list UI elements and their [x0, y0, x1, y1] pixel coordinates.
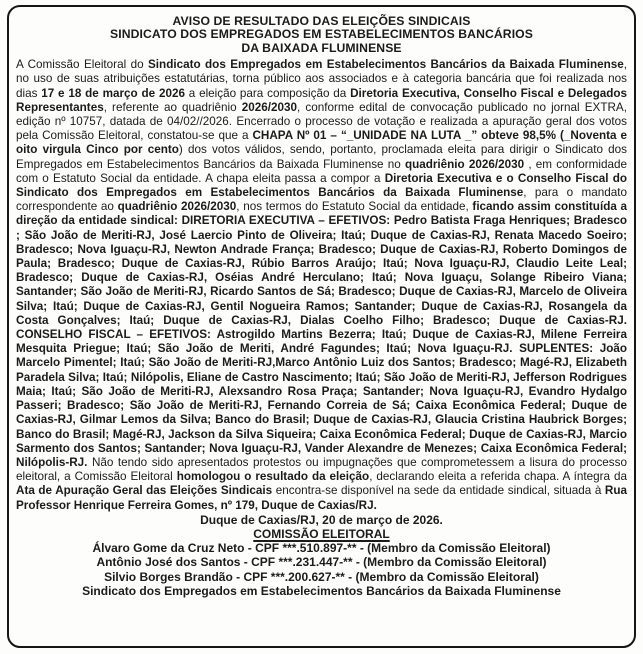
notice-title [16, 15, 627, 55]
commission-heading: COMISSÃO ELEITORAL [253, 526, 390, 541]
body-segment: encontra-se disponível na sede da entidade sindical, situada à [272, 484, 605, 498]
body-segment: Rua Professor Henrique Ferreira Gomes, nº 179, Duque de Caxias/RJ. [16, 484, 628, 512]
body-segment: Sindicato dos Empregados em Estabelecimentos Bancários da Baixada Fluminense [148, 58, 624, 72]
body-segment: quadriênio 2026/2030 [404, 157, 525, 171]
commission-member-1: Álvaro Gome da Cruz Neto - CPF ***.510.897-** - (Membro da Comissão Eleitoral) [92, 541, 551, 556]
body-segment: ficando assim constituída a direção da entidade sindical: DIRETORIA EXECUTIVA – EFETIVOS: Pedro Batista Fraga Henriques; Bradesco ; São João de Meriti-RJ, José Laercio Pinto de Oliveira; Itaú; Duque de Caxias-RJ, Renata Macedo Soeiro; Bradesco; Nova Iguaçu-RJ, Newton Andrade França; Bradesco; Duque de Caxias-RJ, Roberto Domingos de Paula; Bradesco; Duque de Caxias-RJ, Rúbio Barros Araújo; Itaú; Nova Iguaçu-RJ, Claudio Leite Leal; Bradesco; Duque de Caxias-RJ, Oséias André Herculano; Itaú; Nova Iguaçu, Solange Ribeiro Viana; Santander; São João de Meriti-RJ, Ricardo Santos de Sá; Bradesco; Duque de Caxias-RJ, Marcelo de Oliveira Silva; Itaú; Duque de Caxias-RJ, Gentil Nogueira Ramos; Santander; Duque de Caxias-RJ, Rosangela da Costa Gonçalves; Itaú; Duque de Caxias-RJ, Dialas Coelho Filho; Bradesco; Duque de Caxias-RJ. CONSELHO FISCAL – EFETIVOS: Astrogildo Martins Bezerra; Itaú; Duque de Caxias-RJ, Milene Ferreira Mesquita Priegue; Itaú; São João de Meriti, André Fagundes; Itaú; Nova Iguaçu-RJ. SUPLENTES: João Marcelo Pimentel; Itaú; São João de Meriti-RJ,Marco Antônio Luiz dos Santos; Bradesco; Magé-RJ, Elizabeth Paradela Silva; Itaú; Nilópolis, Eliane de Castro Nascimento; Itaú; São João de Meriti-RJ, Jefferson Rodrigues Maia; Itaú; São João de Meriti-RJ, Alexsandro Rosa Praça; Santander; Nova Iguaçu-RJ, Evandro Hydalgo Passeri; Bradesco; São João de Meriti-RJ, Fernando Correia de Sá; Caixa Econômica Federal; Duque de Caxias-RJ, Gilmar Lemos da Silva; Banco do Brasil; Duque de Caxias-RJ, Glaucia Cristina Haubrick Borges; Banco do Brasil; Magé-RJ, Jackson da Silva Siqueira; Caixa Econômica Federal; Duque de Caxias-RJ, Marcio Sarmento dos Santos; Santander; Nova Iguaçu-RJ, Vander Alexandre de Menezes; Caixa Econômica Federal; Nilópolis-RJ. [16, 200, 628, 469]
body-segment: ) dos votos válidos, sendo, portanto, proclamada eleita para dirigir o Sindicato dos Empregados em Estabelecimentos Bancários da Baixada Fluminense no [16, 143, 627, 171]
date-place-line: Duque de Caxias/RJ, 20 de março de 2026. [200, 512, 443, 527]
body-segment: homologou o resultado da eleição [176, 470, 370, 484]
closing-line: Sindicato dos Empregados em Estabelecimentos Bancários da Baixada Fluminense [82, 583, 561, 598]
body-segment: CHAPA Nº 01 – “_UNIDADE NA LUTA _” obteve 98,5% (_Noventa e oito virgula Cinco por cento [16, 129, 627, 157]
body-segment: 17 e 18 de março de 2026 [41, 86, 185, 100]
body-segment: A Comissão Eleitoral do [16, 58, 149, 72]
body-segment: , para o mandato correspondente ao [16, 186, 627, 214]
body-segment: , em conformidade com o Estatuto Social da entidade. A chapa eleita passa a compor a [16, 157, 628, 185]
body-segment: a eleição para composição da [184, 86, 351, 100]
commission-heading-row [16, 527, 627, 541]
body-segment: Diretoria Executiva, Conselho Fiscal e Delegados Representantes [16, 86, 627, 114]
body-segment: Diretoria Executiva e o Conselho Fiscal do Sindicato dos Empregados em Estabelecimentos Bancários da Baixada Fluminense [16, 171, 628, 200]
body-segment: , no uso de suas atribuições estatutárias, torna público aos associados e à categoria bancária que foi realizada nos dias [16, 58, 627, 100]
body-segment: Ata de Apuração Geral das Eleições Sindicais [16, 484, 273, 498]
body-segment: quadriênio 2026/2030 [117, 200, 237, 214]
body-segment: , nos termos do Estatuto Social da entidade, [236, 200, 473, 214]
notice-document [7, 5, 636, 648]
commission-member-3: Silvio Borges Brandão - CPF ***.200.627-** - (Membro da Comissão Eleitoral) [104, 569, 539, 584]
title-line-3: DA BAIXADA FLUMINENSE [241, 40, 402, 55]
body-segment: Não tendo sido apresentados protestos ou impugnações que comprometessem a lisura do processo eleitoral, a Comissão Eleitoral [16, 455, 627, 484]
body-segment: 2026/2030 [241, 100, 297, 114]
body-segment: , conforme edital de convocação publicado no jornal EXTRA, edição nº 10757, datada de 04/02//2026. Encerrado o processo de votação e realizada a apuração geral dos votos pela Comissão Eleitoral, constatou-se que a [16, 100, 627, 143]
commission-member-2: Antônio José dos Santos - CPF ***.231.447-** - (Membro da Comissão Eleitoral) [96, 555, 547, 570]
body-segment: , referente ao quadriênio [103, 100, 242, 114]
body-paragraph [16, 58, 627, 513]
body-segment: , declarando eleita a referida chapa. A íntegra da [369, 470, 627, 484]
title-line-2: SINDICATO DOS EMPREGADOS EM ESTABELECIMENTOS BANCÁRIOS [110, 27, 533, 42]
title-line-1: AVISO DE RESULTADO DAS ELEIÇÕES SINDICAIS [172, 14, 471, 28]
